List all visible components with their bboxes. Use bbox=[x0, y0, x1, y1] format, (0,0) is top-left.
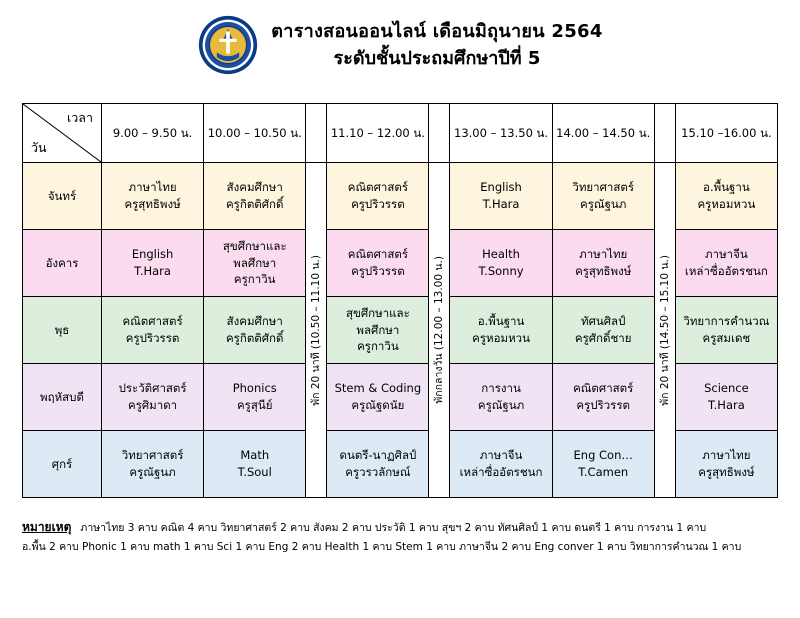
cell-1-3 bbox=[450, 230, 552, 297]
subject-text: สุขศึกษาและ พลศึกษา bbox=[345, 305, 410, 337]
cell-4-1 bbox=[204, 431, 306, 498]
teacher-text: ครูกิตติศักดิ์ bbox=[225, 331, 284, 345]
cell-4-5 bbox=[675, 431, 777, 498]
subject-text: คณิตศาสตร์ bbox=[347, 180, 409, 195]
break-label-1: พัก 20 นาที (10.50 – 11.10 น.) bbox=[310, 254, 323, 406]
teacher-text: ครูปริวรรต bbox=[351, 197, 405, 211]
subject-text: คณิตศาสตร์ bbox=[347, 247, 409, 262]
time-header-1: 9.00 – 9.50 น. bbox=[102, 104, 204, 163]
teacher-text: ครูสุทธิพงษ์ bbox=[698, 465, 755, 479]
teacher-text: T.Sonny bbox=[478, 264, 524, 278]
teacher-text: ครูสุนีย์ bbox=[236, 398, 273, 412]
subject-text: อ.พื้นฐาน bbox=[703, 180, 750, 195]
break-header-2 bbox=[429, 104, 450, 163]
teacher-text: เหล่าซื่ออัตรชนก bbox=[459, 465, 543, 479]
footnote-text-1: ภาษาไทย 3 คาบ คณิต 4 คาบ วิทยาศาสตร์ 2 คาบ สังคม 2 คาบ ประวัติ 1 คาบ สุขฯ 2 คาบ ทัศนศิลป์ 1 คาบ ดนตรี 1 คาบ การงาน 1 คาบ bbox=[80, 522, 707, 534]
break-column-3 bbox=[654, 163, 675, 498]
subject-text: Science bbox=[704, 381, 749, 396]
subject-text: คณิตศาสตร์ bbox=[122, 314, 183, 329]
teacher-text: ครูปริวรรต bbox=[351, 264, 405, 278]
teacher-text: T.Hara bbox=[482, 197, 520, 211]
cell-1-1 bbox=[204, 230, 306, 297]
cell-0-5 bbox=[675, 163, 777, 230]
teacher-text: ครูปริวรรต bbox=[125, 331, 180, 345]
teacher-text: ครูสุทธิพงษ์ bbox=[575, 264, 632, 278]
cell-2-0 bbox=[102, 297, 204, 364]
teacher-text: ครูหอมหวน bbox=[697, 197, 756, 211]
title-block bbox=[271, 18, 602, 72]
cell-3-5 bbox=[675, 364, 777, 431]
teacher-text: ครูปริวรรต bbox=[576, 398, 631, 412]
footnote-line-1 bbox=[22, 516, 782, 538]
day-label-0: จันทร์ bbox=[23, 163, 102, 230]
teacher-text: ครูกาวิน bbox=[357, 339, 399, 354]
table-row bbox=[23, 163, 778, 230]
footnote-label: หมายเหตุ bbox=[22, 520, 72, 534]
subject-text: คณิตศาสตร์ bbox=[573, 381, 634, 396]
subject-text: ภาษาไทย bbox=[702, 448, 751, 463]
cell-1-2 bbox=[327, 230, 429, 297]
time-header-6: 15.10 –16.00 น. bbox=[675, 104, 777, 163]
document-header bbox=[0, 0, 800, 76]
time-header-4: 13.00 – 13.50 น. bbox=[450, 104, 552, 163]
subject-text: ภาษาไทย bbox=[579, 247, 628, 262]
subject-text: การงาน bbox=[481, 381, 521, 396]
subject-text: ทัศนศิลป์ bbox=[581, 314, 626, 329]
corner-time-label: เวลา bbox=[67, 110, 93, 125]
cell-0-0 bbox=[102, 163, 204, 230]
table-header-row bbox=[23, 104, 778, 163]
teacher-text: ครูณัฐดนัย bbox=[351, 398, 405, 412]
subject-text: สังคมศึกษา bbox=[226, 180, 283, 195]
cell-4-3 bbox=[450, 431, 552, 498]
cell-3-2 bbox=[327, 364, 429, 431]
footnote-block bbox=[22, 516, 782, 558]
subject-text: Math bbox=[240, 448, 270, 463]
subject-text: สังคมศึกษา bbox=[226, 314, 283, 329]
teacher-text: ครูณัฐนภ bbox=[580, 197, 627, 211]
day-label-1: อังคาร bbox=[23, 230, 102, 297]
subject-text: Stem & Coding bbox=[334, 381, 422, 396]
day-label-3: พฤหัสบดี bbox=[23, 364, 102, 431]
teacher-text: ครูหอมหวน bbox=[472, 331, 530, 345]
time-header-3: 11.10 – 12.00 น. bbox=[327, 104, 429, 163]
teacher-text: ครูศิมาดา bbox=[128, 398, 178, 412]
day-label-2: พุธ bbox=[23, 297, 102, 364]
cell-1-4 bbox=[552, 230, 654, 297]
cell-2-1 bbox=[204, 297, 306, 364]
subject-text: ภาษาจีน bbox=[705, 247, 748, 262]
cell-0-3 bbox=[450, 163, 552, 230]
cell-2-5 bbox=[675, 297, 777, 364]
cell-3-1 bbox=[204, 364, 306, 431]
break-column-1 bbox=[306, 163, 327, 498]
subject-text: ภาษาไทย bbox=[128, 180, 177, 195]
subject-text: ดนตรี-นาฏศิลป์ bbox=[339, 448, 417, 463]
subject-text: English bbox=[131, 247, 174, 262]
schedule-table-wrapper bbox=[22, 103, 778, 498]
teacher-text: T.Hara bbox=[134, 264, 171, 278]
subject-text: ประวัติศาสตร์ bbox=[118, 381, 187, 396]
teacher-text: T.Camen bbox=[578, 465, 629, 479]
teacher-text: T.Hara bbox=[707, 398, 745, 412]
teacher-text: ครูณัฐนภ bbox=[477, 398, 525, 412]
time-header-5: 14.00 – 14.50 น. bbox=[552, 104, 654, 163]
break-label-3: พัก 20 นาที (14.50 – 15.10 น.) bbox=[658, 254, 671, 406]
break-label-2: พักกลางวัน (12.00 – 13.00 น.) bbox=[433, 256, 446, 404]
teacher-text: ครูสุทธิพงษ์ bbox=[124, 197, 181, 211]
cell-3-4 bbox=[552, 364, 654, 431]
break-header-3 bbox=[654, 104, 675, 163]
corner-header-cell bbox=[23, 104, 102, 163]
cell-0-2 bbox=[327, 163, 429, 230]
day-label-4: ศุกร์ bbox=[23, 431, 102, 498]
cell-0-1 bbox=[204, 163, 306, 230]
teacher-text: T.Soul bbox=[237, 465, 272, 479]
cell-0-4 bbox=[552, 163, 654, 230]
document-title: ตารางสอนออนไลน์ เดือนมิถุนายน 2564 bbox=[271, 21, 603, 42]
subject-text: Eng Con… bbox=[573, 448, 633, 463]
subject-text: Phonics bbox=[232, 381, 277, 396]
cell-4-4 bbox=[552, 431, 654, 498]
subject-text: อ.พื้นฐาน bbox=[477, 314, 525, 329]
subject-text: English bbox=[480, 180, 522, 195]
teacher-text: ครูกิตติศักดิ์ bbox=[225, 197, 284, 211]
teacher-text: ครูสมเดช bbox=[702, 331, 751, 345]
teacher-text: ครูณัฐนภ bbox=[129, 465, 176, 479]
cell-2-2 bbox=[327, 297, 429, 364]
school-crest-logo bbox=[197, 14, 259, 76]
break-column-2 bbox=[429, 163, 450, 498]
cell-3-3 bbox=[450, 364, 552, 431]
schedule-table bbox=[22, 103, 778, 498]
teacher-text: ครูกาวิน bbox=[233, 272, 276, 287]
subject-text: วิทยาการคำนวณ bbox=[683, 314, 770, 329]
cell-4-2 bbox=[327, 431, 429, 498]
corner-day-label: วัน bbox=[31, 139, 47, 155]
footnote-line-2: อ.พื้น 2 คาบ Phonic 1 คาบ math 1 คาบ Sci 1 คาบ Eng 2 คาบ Health 1 คาบ Stem 1 คาบ ภาษาจีน 2 คาบ Eng conver 1 คาบ วิทยาการคำนวณ 1 คาบ bbox=[22, 541, 742, 554]
subject-text: สุขศึกษาและ พลศึกษา bbox=[222, 238, 287, 270]
teacher-text: ครูวรวลักษณ์ bbox=[345, 465, 411, 479]
subject-text: วิทยาศาสตร์ bbox=[572, 180, 635, 195]
time-header-2: 10.00 – 10.50 น. bbox=[204, 104, 306, 163]
subject-text: วิทยาศาสตร์ bbox=[121, 448, 184, 463]
subject-text: ภาษาจีน bbox=[479, 448, 523, 463]
break-header-1 bbox=[306, 104, 327, 163]
teacher-text: เหล่าซื่ออัตรชนก bbox=[684, 264, 768, 278]
cell-1-0 bbox=[102, 230, 204, 297]
cell-3-0 bbox=[102, 364, 204, 431]
cell-2-4 bbox=[552, 297, 654, 364]
document-subtitle: ระดับชั้นประถมศึกษาปีที่ 5 bbox=[333, 48, 541, 69]
teacher-text: ครูศักดิ์ชาย bbox=[574, 331, 632, 345]
cell-1-5 bbox=[675, 230, 777, 297]
subject-text: Health bbox=[482, 247, 520, 262]
cell-4-0 bbox=[102, 431, 204, 498]
cell-2-3 bbox=[450, 297, 552, 364]
